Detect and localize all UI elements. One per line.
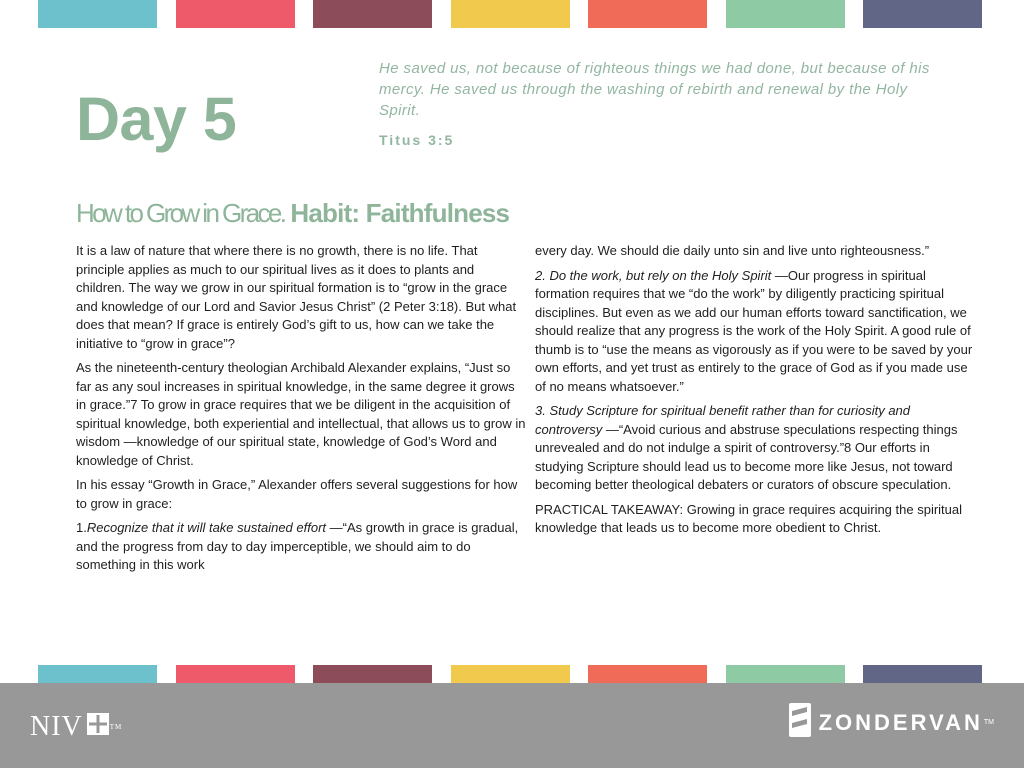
niv-trademark: TM <box>109 723 123 731</box>
paragraph: It is a law of nature that where there is no growth, there is no life. That principle applies as much to our spiritual lives as it does to plants and children. The way we grow in our spiritual formation is to “grow in the grace and knowledge of our Lord and Savior Jesus Christ” (2 Peter 3:18). But what does that mean? If grace is entirely God’s gift to us, how can we take the initiative to “grow in grace”? <box>76 243 517 351</box>
color-swatch <box>588 665 707 685</box>
color-swatch <box>726 665 845 685</box>
zondervan-logo <box>789 703 994 742</box>
section-heading <box>76 198 509 229</box>
footer-bar <box>0 683 1024 768</box>
color-swatch <box>863 665 982 685</box>
zondervan-book-icon <box>789 703 811 742</box>
heading-lead: How to Grow in Grace. <box>76 198 285 228</box>
item-title: 3. Study Scripture for spiritual benefit rather than for curiosity and controversy <box>535 403 911 437</box>
top-color-bar <box>38 0 982 28</box>
paragraph: In his essay “Growth in Grace,” Alexander offers several suggestions for how to grow in grace: <box>76 477 518 511</box>
scripture-quote: He saved us, not because of righteous things we had done, but because of his mercy. He saved us through the washing of rebirth and renewal by the Holy Spirit. <box>379 60 930 119</box>
list-item <box>535 267 980 397</box>
niv-logo <box>30 711 122 743</box>
color-swatch <box>313 0 432 28</box>
item-title: 2. Do the work, but rely on the Holy Spirit <box>535 267 772 283</box>
zondervan-wordmark: ZONDERVAN <box>818 709 983 735</box>
paragraph: As the nineteenth-century theologian Archibald Alexander explains, “Just so far as any soul increases in spiritual knowledge, in the same degree it grows in grace.”7 To grow in grace requires that we be diligent in the acquisition of spiritual knowledge, both experiential and intellectual, that allows us to grow in wisdom —knowledge of our spiritual state, knowledge of God’s Word and knowledge of Christ. <box>76 360 526 468</box>
color-swatch <box>313 665 432 685</box>
item-text: —Our progress in spiritual formation requires that we “do the work” by diligently practicing spiritual disciplines. But even as we add our human efforts toward sanctification, we should realize that any progress is the work of the Holy Spirit. A good rule of thumb is to “use the means as vigorously as if you were to be saved by your own efforts, and yet trust as entirely to the grace of God as if you made use of no means whatsoever.” <box>535 267 973 394</box>
item-text: —“As growth in grace is gradual, and the progress from day to day imperceptible, we should aim to do something in this work <box>76 520 519 572</box>
item-number: 1. <box>76 520 87 535</box>
color-swatch <box>451 665 570 685</box>
color-swatch <box>726 0 845 28</box>
color-swatch <box>863 0 982 28</box>
practical-takeaway: PRACTICAL TAKEAWAY: Growing in grace requires acquiring the spiritual knowledge that leads us to become more obedient to Christ. <box>535 501 963 535</box>
color-swatch <box>176 0 295 28</box>
color-swatch <box>38 0 157 28</box>
niv-cross-icon <box>87 711 109 743</box>
day-title: Day 5 <box>76 85 237 153</box>
left-column <box>76 242 526 581</box>
paragraph: every day. We should die daily unto sin and live unto righteousness.” <box>535 243 930 258</box>
color-swatch <box>451 0 570 28</box>
heading-habit: Habit: Faithfulness <box>290 198 510 228</box>
item-title: Recognize that it will take sustained effort <box>86 520 327 535</box>
color-swatch <box>38 665 157 685</box>
list-item <box>535 402 980 495</box>
niv-wordmark: NIV <box>30 711 83 742</box>
scripture-reference: Titus 3:5 <box>379 132 455 148</box>
list-item <box>76 519 526 575</box>
color-swatch <box>588 0 707 28</box>
right-column <box>535 242 980 544</box>
color-swatch <box>176 665 295 685</box>
zondervan-trademark: TM <box>983 719 994 726</box>
bottom-color-bar <box>38 665 982 685</box>
item-text: —“Avoid curious and abstruse speculations respecting things unrevealed and do not indulge a spirit of controversy.”8 Our efforts in studying Scripture should lead us to become more like Jesus, not toward becoming better theological debaters or curators of obscure speculation. <box>535 421 958 492</box>
